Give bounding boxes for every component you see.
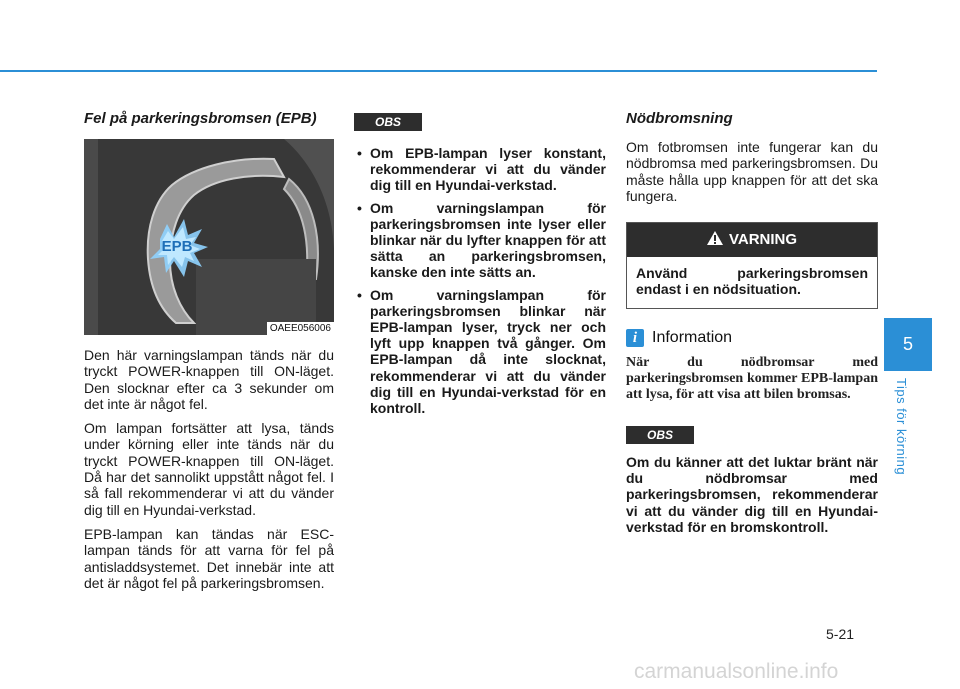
obs-block: [626, 426, 878, 535]
information-text: När du nödbromsar med parkeringsbromsen kommer EPB-lampan att lysa, för att visa att bilen bromsas.: [626, 354, 878, 403]
warning-box: [626, 222, 878, 309]
obs-bullet-list: [354, 145, 606, 416]
obs-label: OBS: [354, 113, 422, 131]
warning-triangle-icon: [707, 231, 723, 245]
info-icon: i: [626, 329, 644, 347]
section-heading-emergency-braking: Nödbromsning: [626, 110, 733, 127]
paragraph: Om lampan fortsätter att lysa, tänds under körning eller inte tänds när du tryckt POWER-knappen till ON-läget. Då har det sannolikt uppstått något fel. I så fall rekommenderar vi att du vänder dig till en Hyundai-verkstad.: [84, 420, 334, 518]
watermark: carmanualsonline.info: [634, 660, 839, 683]
image-code: OAEE056006: [267, 322, 334, 335]
paragraph: Om fotbromsen inte fungerar kan du nödbromsa med parkeringsbromsen. Du måste hålla upp knappen för att det ska fungera.: [626, 139, 878, 204]
chapter-title: Tips för körning: [894, 378, 909, 476]
paragraph: EPB-lampan kan tändas när ESC-lampan tänds för att varna för fel på antisladdsystemet. Det innebär inte att det är något fel på parkeringsbromsen.: [84, 525, 334, 591]
steering-wheel-illustration: [84, 139, 334, 335]
warning-title: VARNING: [728, 231, 798, 249]
dashboard-photo: [84, 139, 334, 335]
information-title: Information: [652, 328, 733, 346]
header-rule: [0, 70, 877, 72]
chapter-tab: 5: [884, 318, 932, 371]
obs-text: Om du känner att det luktar bränt när du nödbromsar med parkeringsbromsen, rekommenderar vi att du vänder dig till en Hyundai-verkstad för en bromskontroll.: [626, 453, 878, 535]
column-middle: [354, 113, 606, 422]
column-right: [626, 110, 878, 535]
list-item: • Om varningslampan för parkeringsbromsen blinkar när EPB-lampan lyser, tryck ner och lyft upp knappen två gånger. Om EPB-lampan då inte slocknat, rekommenderar vi att du vänder dig till en Hyundai-verkstad för en kontroll.: [354, 287, 606, 417]
column-left: [84, 110, 334, 599]
list-item: • Om EPB-lampan lyser konstant, rekommenderar vi att du vänder dig till en Hyundai-verkstad.: [354, 145, 606, 194]
section-heading-epb-fault: Fel på parkeringsbromsen (EPB): [84, 110, 317, 127]
obs-label: OBS: [626, 426, 694, 444]
page-number: 5-21: [826, 626, 855, 642]
paragraph: Den här varningslampan tänds när du tryckt POWER-knappen till ON-läget. Den slocknar efter ca 3 sekunder om det inte är något fel.: [84, 347, 334, 412]
list-item: • Om varningslampan för parkeringsbromsen inte lyser eller blinkar när du lyfter knappen för att sätta an parkeringsbromsen, kanske den inte sätts an.: [354, 200, 606, 281]
information-header: [626, 329, 878, 347]
warning-header: [627, 223, 877, 257]
warning-text: Använd parkeringsbromsen endast i en nödsituation.: [636, 265, 868, 298]
epb-symbol-text: EPB: [161, 238, 193, 255]
